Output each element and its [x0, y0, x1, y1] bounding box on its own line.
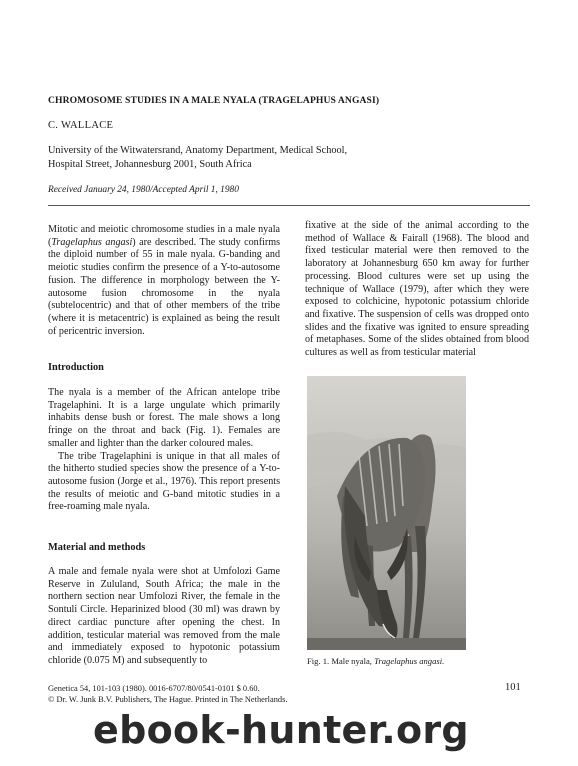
nyala-photo — [307, 376, 466, 650]
figure-caption-label: Fig. 1. Male nyala, — [307, 656, 375, 666]
watermark: ebook-hunter.org — [93, 708, 469, 752]
author-name: C. WALLACE — [48, 120, 114, 131]
paper-title: CHROMOSOME STUDIES IN A MALE NYALA (TRAGELAPHUS ANGASI) — [48, 95, 380, 106]
figure-caption-species: Tragelaphus angasi. — [374, 656, 445, 666]
abstract-text-end: ) are described. The study confirms the diploid number of 55 in male nyala. G-banding and meiotic studies confirm the presence of a Y-to-autosome fusion. The difference in morphology between the Y-autosome fusion chromosome in the nyala (subtelocentric) and that of other members of the tribe (where it is metacentric) is explained as being the result of pericentric inversion. — [48, 236, 281, 337]
abstract-species-name: Tragelaphus angasi — [51, 236, 133, 248]
abstract — [48, 224, 280, 338]
nyala-illustration — [307, 376, 466, 650]
received-dates: Received January 24, 1980/Accepted April 1, 1980 — [48, 185, 239, 195]
header-divider — [48, 205, 530, 206]
affiliation — [48, 144, 378, 171]
page-number: 101 — [505, 682, 521, 693]
introduction-paragraph-1: The nyala is a member of the African antelope tribe Tragelaphini. It is a large ungulate which primarily inhabits dense bush or forest. The male shows a long fringe on the throat and back (Fig. 1). Females are smaller and lighter than the darker coloured males. — [48, 387, 280, 449]
abstract-text-start: Mitotic and meiotic chromosome studies in a male nyala ( — [48, 224, 280, 248]
affiliation-line-2: Hospital Street, Johannesburg 2001, South Africa — [48, 158, 252, 170]
citation-footer — [48, 684, 287, 706]
right-column-text: fixative at the side of the animal according to the method of Wallace & Fairall (1968). The blood and fixed testicular material were then removed to the laboratory at Johannesburg 650 km away for further processing. Blood cultures were set up using the technique of Wallace (1979), after which they were exposed to colchicine, hypotonic potassium chloride and fixative. The suspension of cells was dropped onto slides and the fixative was ignited to ensure spreading of metaphases. Some of the slides obtained from blood cultures as well as from testicular material — [305, 220, 529, 359]
introduction-paragraph-2: The tribe Tragelaphini is unique in that all males of the hitherto studied species show the presence of a Y-to-autosome fusion (Jorge et al., 1976). This report presents the results of meiotic and G-band mitotic studies in a free-roaming male nyala. — [48, 450, 280, 513]
figure-caption — [307, 656, 444, 666]
affiliation-line-1: University of the Witwatersrand, Anatomy Department, Medical School, — [48, 145, 348, 156]
citation-line: Genetica 54, 101-103 (1980). 0016-6707/80/0541-0101 $ 0.60. — [48, 684, 260, 693]
methods-heading: Material and methods — [48, 542, 146, 553]
introduction-body — [48, 387, 280, 514]
methods-body: A male and female nyala were shot at Umfolozi Game Reserve in Zululand, South Africa; the male in the northern section near Umfolozi River, the female in the Sontuli Circle. Heparinized blood (30 ml) was drawn by direct cardiac puncture after opening the chest. In addition, testicular material was removed from the male and immediately exposed to hypotonic potassium chloride (0.075 M) and subsequently to — [48, 566, 280, 666]
copyright-line: © Dr. W. Junk B.V. Publishers, The Hague. Printed in The Netherlands. — [48, 694, 288, 704]
introduction-heading: Introduction — [48, 362, 104, 373]
